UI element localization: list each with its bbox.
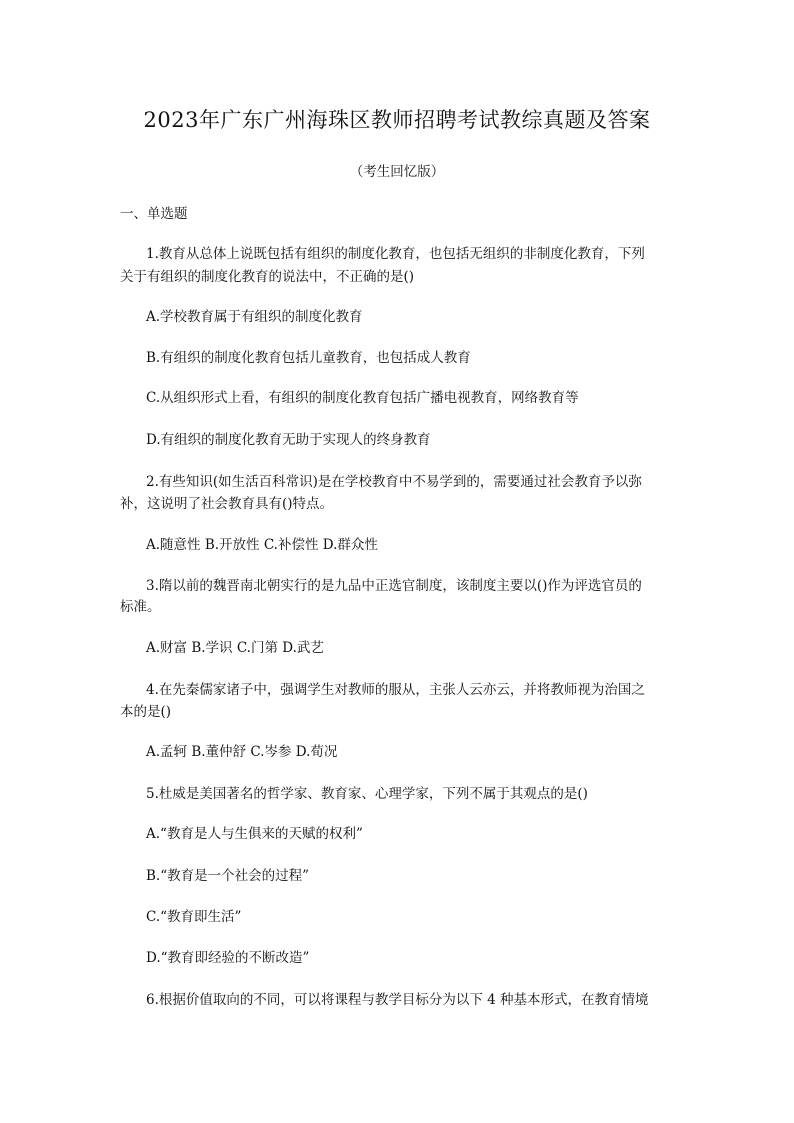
question-6-stem-line-1: 6.根据价值取向的不同，可以将课程与教学目标分为以下 4 种基本形式，在教育情境	[146, 992, 649, 1008]
question-2-stem-line-2: 补，这说明了社会教育具有()特点。	[120, 496, 334, 512]
question-5-stem: 5.杜威是美国著名的哲学家、教育家、心理学家，下列不属于其观点的是()	[146, 786, 588, 802]
question-1-option-b: B.有组织的制度化教育包括儿童教育，也包括成人教育	[146, 350, 471, 366]
question-4-options: A.孟轲 B.董仲舒 C.岑参 D.荀况	[146, 744, 338, 760]
section-heading: 一、单选题	[120, 206, 188, 222]
question-5-option-c: C.“教育即生活”	[146, 909, 242, 925]
question-3-stem-line-2: 标准。	[120, 599, 161, 615]
question-1-option-d: D.有组织的制度化教育无助于实现人的终身教育	[146, 432, 431, 448]
question-1-stem-line-2: 关于有组织的制度化教育的说法中，不正确的是()	[120, 269, 415, 285]
question-3-options: A.财富 B.学识 C.门第 D.武艺	[146, 640, 324, 656]
question-5-option-b: B.“教育是一个社会的过程”	[146, 868, 310, 884]
question-1-option-a: A.学校教育属于有组织的制度化教育	[146, 309, 363, 325]
question-1-option-c: C.从组织形式上看，有组织的制度化教育包括广播电视教育，网络教育等	[146, 390, 579, 406]
question-4-stem-line-2: 本的是()	[120, 704, 172, 720]
question-2-options: A.随意性 B.开放性 C.补偿性 D.群众性	[146, 537, 378, 553]
question-2-stem-line-1: 2.有些知识(如生活百科常识)是在学校教育中不易学到的，需要通过社会教育予以弥	[146, 474, 642, 490]
question-5-option-a: A.“教育是人与生俱来的天赋的权利”	[146, 826, 363, 842]
question-4-stem-line-1: 4.在先秦儒家诸子中，强调学生对教师的服从，主张人云亦云，并将教师视为治国之	[146, 682, 645, 698]
document-subtitle: （考生回忆版）	[349, 164, 445, 180]
question-3-stem-line-1: 3.隋以前的魏晋南北朝实行的是九品中正选官制度，该制度主要以()作为评选官员的	[146, 578, 642, 594]
question-1-stem-line-1: 1.教育从总体上说既包括有组织的制度化教育，也包括无组织的非制度化教育，下列	[146, 246, 645, 262]
question-5-option-d: D.“教育即经验的不断改造”	[146, 950, 310, 966]
document-title: 2023年广东广州海珠区教师招聘考试教综真题及答案	[143, 108, 651, 132]
